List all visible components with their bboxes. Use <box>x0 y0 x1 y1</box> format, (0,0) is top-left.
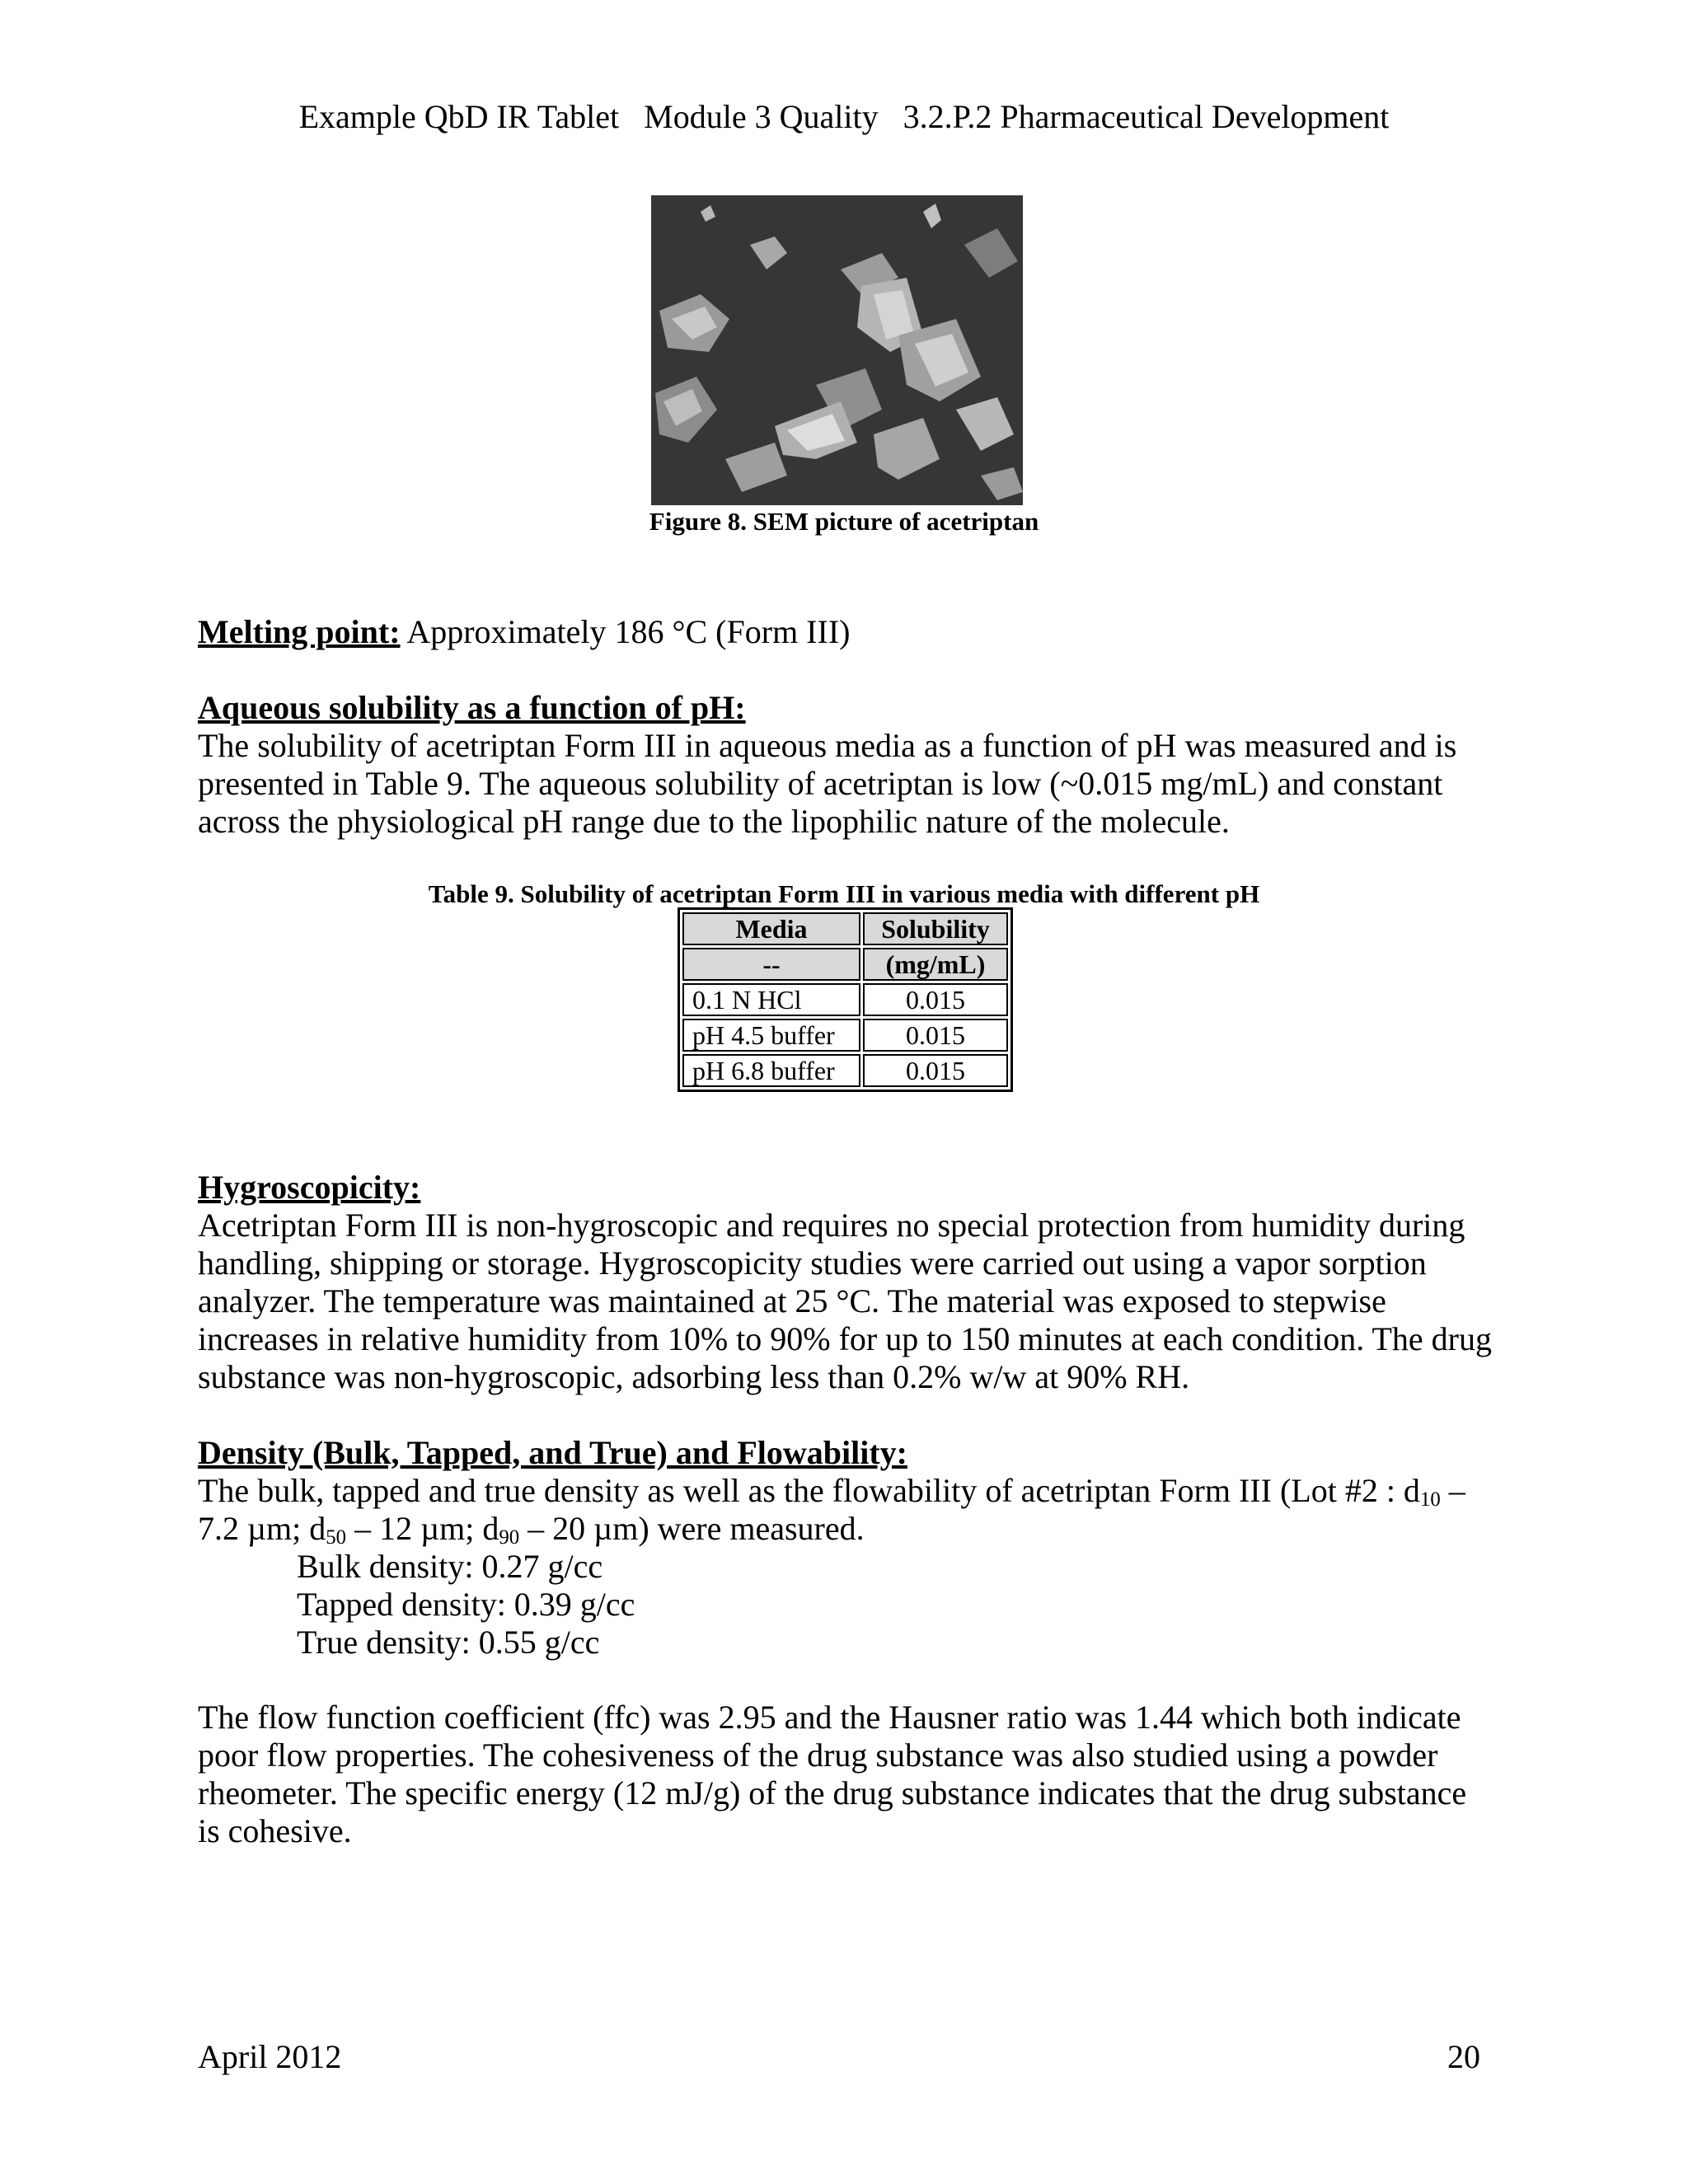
footer-date: April 2012 <box>198 2038 342 2075</box>
table-cell-media: pH 6.8 buffer <box>682 1054 860 1087</box>
table-row <box>682 1019 1008 1052</box>
hygroscopicity-heading: Hygroscopicity: <box>198 1169 421 1206</box>
density-intro-part: The bulk, tapped and true density as well as the flowability of acetriptan Form III (Lot #2 : d <box>198 1472 1420 1509</box>
table-cell-solubility: 0.015 <box>863 983 1008 1016</box>
table-cell-solubility: 0.015 <box>863 1019 1008 1052</box>
solubility-table <box>678 907 1013 1092</box>
d50-subscript: 50 <box>326 1526 347 1549</box>
d90-subscript: 90 <box>499 1526 520 1549</box>
d10-subscript: 10 <box>1419 1488 1441 1511</box>
table-header-solubility: Solubility <box>863 912 1008 945</box>
sem-crystals-graphic <box>651 195 1023 505</box>
table-row <box>682 983 1008 1016</box>
table-header-media: Media <box>682 912 860 945</box>
sem-image <box>651 195 1023 505</box>
density-intro-part: – 7.2 µm; d <box>198 1472 1465 1547</box>
solubility-paragraph: The solubility of acetriptan Form III in aqueous media as a function of pH was measured and is presented in Table 9. The aqueous solubility of acetriptan is low (~0.015 mg/mL) and constant across the physiological pH range due to the lipophilic nature of the molecule. <box>198 727 1457 840</box>
table-unit-media: -- <box>682 948 860 981</box>
density-list <box>198 1548 1492 1661</box>
density-intro-part: – 12 µm; d <box>346 1510 499 1547</box>
table-cell-media: 0.1 N HCl <box>682 983 860 1016</box>
table-unit-solubility: (mg/mL) <box>863 948 1008 981</box>
table-caption: Table 9. Solubility of acetriptan Form III in various media with different pH <box>428 879 1260 908</box>
density-heading: Density (Bulk, Tapped, and True) and Flowability: <box>198 1434 907 1471</box>
page-number: 20 <box>1447 2038 1480 2075</box>
table-units-row <box>682 948 1008 981</box>
hygroscopicity-paragraph: Acetriptan Form III is non-hygroscopic and requires no special protection from humidity during handling, shipping or storage. Hygroscopicity studies were carried out using a vapor sorption analyzer. The temperature was maintained at 25 °C. The material was exposed to stepwise increases in relative humidity from 10% to 90% for up to 150 minutes at each condition. The drug substance was non-hygroscopic, adsorbing less than 0.2% w/w at 90% RH. <box>198 1207 1492 1395</box>
solubility-heading: Aqueous solubility as a function of pH: <box>198 689 746 726</box>
melting-point-heading: Melting point: <box>198 613 401 650</box>
figure-caption: Figure 8. SEM picture of acetriptan <box>649 507 1039 536</box>
melting-point-text: Approximately 186 °C (Form III) <box>400 613 851 650</box>
solubility-section <box>198 689 1492 841</box>
true-density: True density: 0.55 g/cc <box>297 1624 600 1661</box>
density-intro <box>198 1472 1492 1548</box>
table-cell-solubility: 0.015 <box>863 1054 1008 1087</box>
table-header-row <box>682 912 1008 945</box>
hygroscopicity-section <box>198 1169 1492 1396</box>
flow-paragraph: The flow function coefficient (ffc) was 2.95 and the Hausner ratio was 1.44 which both indicate poor flow properties. The cohesiveness of the drug substance was also studied using a powder rheometer. The specific energy (12 mJ/g) of the drug substance indicates that the drug substance is cohesive. <box>198 1699 1467 1849</box>
table-row <box>682 1054 1008 1087</box>
melting-point-section <box>198 613 1492 651</box>
density-section <box>198 1434 1492 1661</box>
density-intro-part: – 20 µm) were measured. <box>519 1510 865 1547</box>
bulk-density: Bulk density: 0.27 g/cc <box>297 1548 603 1585</box>
page-header: Example QbD IR Tablet Module 3 Quality 3.2.P.2 Pharmaceutical Development <box>298 98 1390 135</box>
table-cell-media: pH 4.5 buffer <box>682 1019 860 1052</box>
tapped-density: Tapped density: 0.39 g/cc <box>297 1586 635 1623</box>
